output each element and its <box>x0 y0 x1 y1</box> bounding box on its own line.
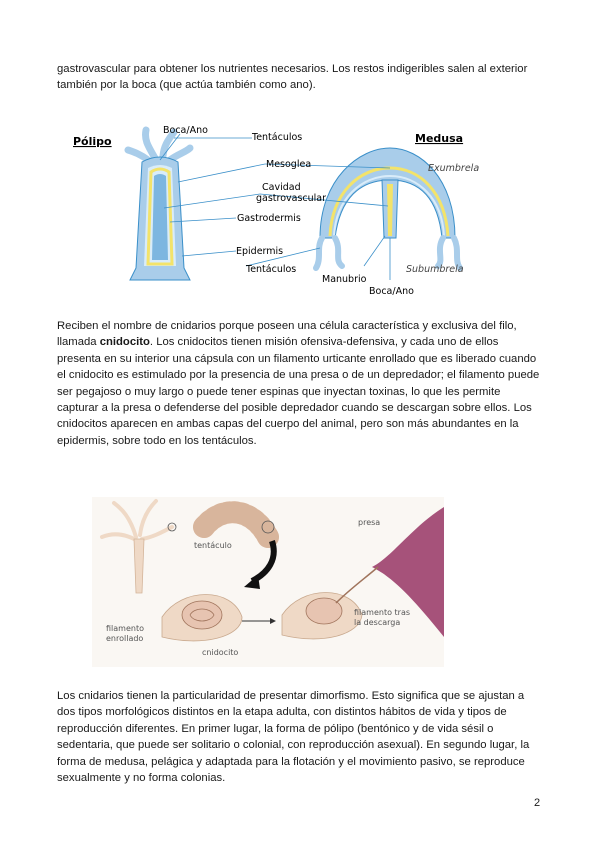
paragraph-dimorfismo: Los cnidarios tienen la particularidad de presentar dimorfismo. Esto significa que se ajustan a dos tipos morfológicos distintos en la etapa adulta, con distintos hábitos de vida y tipos de reproducción diferentes. En primer lugar, la forma de pólipo (bentónico y de vida sésil o sedentaria, que puede ser solitario o colonial, con reproducción asexual). En segundo lugar, la forma de medusa, pelágica y adaptada para la flotación y el movimiento pasivo, se reproduce sexualmente y no forma colonias. <box>57 690 530 785</box>
label-cavidad: Cavidad <box>262 182 301 193</box>
paragraph-cnidocito-rest: . Los cnidocitos tienen misión ofensiva-defensiva, y cada uno de ellos presenta en su interior una cápsula con un filamento urticante enrollado que es liberado cuando el cnidocito es estimulado por la presencia de una presa o de un depredador; el filamento puede ser pegajoso o muy largo o puede tener espinas que inyectan toxinas, lo que les permite capturar a la presa o defenderse del posible depredador cuando se descargan sobre ellos. Los cnidocitos aparecen en ambas capas del cuerpo del animal, pero son más abundantes en la epidermis, sobre todo en los tentáculos. <box>57 336 540 447</box>
label-epidermis: Epidermis <box>236 246 284 257</box>
label-cnidocito: cnidocito <box>202 648 239 657</box>
label-boca-ano-bottom: Boca/Ano <box>369 286 414 297</box>
label-subumbrela: Subumbrela <box>406 264 464 275</box>
label-tentaculo: tentáculo <box>194 541 232 550</box>
label-boca-ano-top: Boca/Ano <box>163 125 208 136</box>
label-presa: presa <box>358 518 381 527</box>
polyp-illustration <box>128 130 190 280</box>
label-mesoglea: Mesoglea <box>266 159 312 170</box>
polyp-title: Pólipo <box>73 135 112 148</box>
label-filamento-tras-2: la descarga <box>354 618 401 627</box>
label-filamento-enrollado-2: enrollado <box>106 634 144 643</box>
label-filamento-tras-1: filamento tras <box>354 608 411 617</box>
term-cnidocito: cnidocito <box>99 336 150 349</box>
label-manubrio: Manubrio <box>322 274 367 285</box>
label-exumbrela: Exumbrela <box>428 163 480 174</box>
label-filamento-enrollado-1: filamento <box>106 624 144 633</box>
paragraph-cnidocito-start: Reciben el nombre de cnidarios porque poseen una célula característica y exclusiva del filo, llamada <box>57 320 517 349</box>
medusa-title: Medusa <box>415 132 464 145</box>
paragraph-digestion: gastrovascular para obtener los nutrientes necesarios. Los restos indigeribles salen al exterior también por la boca (que actúa también como ano). <box>57 63 528 92</box>
page-number: 2 <box>534 797 541 809</box>
label-tentaculos-bottom: Tentáculos <box>246 264 297 275</box>
cnidocyte-diagram <box>92 497 444 667</box>
label-gastrodermis: Gastrodermis <box>237 213 301 224</box>
polyp-medusa-diagram <box>60 118 480 298</box>
paragraph-cnidocito <box>57 318 541 449</box>
label-tentaculos-top: Tentáculos <box>252 132 303 143</box>
label-gastrovascular: gastrovascular <box>256 193 327 204</box>
